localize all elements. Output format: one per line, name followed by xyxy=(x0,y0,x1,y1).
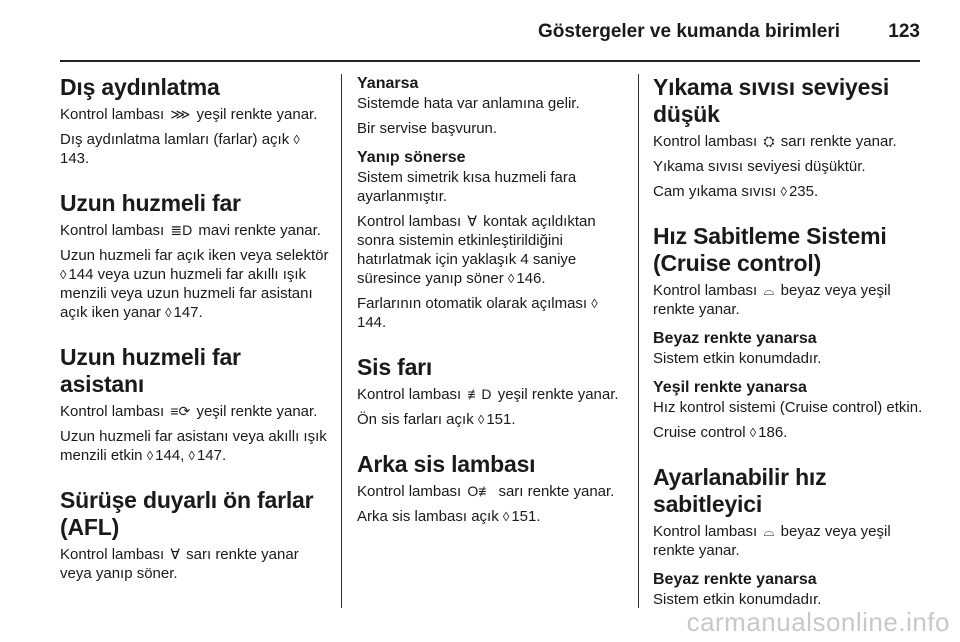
subsection-title: Yeşil renkte yanarsa xyxy=(653,379,807,396)
paragraph: Kontrol lambası ⛭ sarı renkte yanar. xyxy=(653,133,897,150)
paragraph: Cruise control ◊ 186. xyxy=(653,424,788,441)
paragraph: Sistem etkin konumdadır. xyxy=(653,350,822,367)
page-ref-link[interactable]: 143. xyxy=(60,150,90,167)
paragraph: Dış aydınlatma lamları (farlar) açık ◊143. xyxy=(60,131,300,167)
section-title: Sürüşe duyarlı ön farlar (AFL) xyxy=(60,487,314,540)
page-ref-icon: ◊ xyxy=(502,509,510,524)
page-ref-link[interactable]: 144. xyxy=(357,314,387,331)
paragraph: Kontrol lambası O≢ sarı renkte yanar. xyxy=(357,483,615,500)
subsection-title: Yanıp sönerse xyxy=(357,149,466,166)
paragraph: Kontrol lambası ⌓ beyaz veya yeşil renkte yanar. xyxy=(653,282,891,318)
paragraph: Sistemde hata var anlamına gelir. xyxy=(357,95,580,112)
page-title: Göstergeler ve kumanda birimleri xyxy=(537,21,840,42)
paragraph: Kontrol lambası ⋙ yeşil renkte yanar. xyxy=(60,106,318,123)
paragraph: Kontrol lambası ≣D mavi renkte yanar. xyxy=(60,222,321,239)
watermark: carmanualsonline.info xyxy=(686,607,950,637)
paragraph: Kontrol lambası Ɐ sarı renkte yanar veya yanıp söner. xyxy=(60,546,299,582)
section-title: Yıkama sıvısı seviyesi düşük xyxy=(653,74,890,127)
page-ref-link[interactable]: 186. xyxy=(758,424,788,441)
page-ref-link[interactable]: 151. xyxy=(511,508,541,525)
page-ref-icon: ◊ xyxy=(749,425,757,440)
section-title: Uzun huzmeli far xyxy=(60,190,241,216)
front-fog-light-icon: ≢D xyxy=(467,386,492,402)
page-ref-icon: ◊ xyxy=(60,267,67,282)
page-ref-link[interactable]: 235. xyxy=(788,183,819,200)
section-title: Uzun huzmeli far asistanı xyxy=(60,344,241,397)
paragraph: Kontrol lambası ≢D yeşil renkte yanar. xyxy=(357,386,619,403)
column-divider xyxy=(638,74,639,608)
page-ref-icon: ◊ xyxy=(188,448,195,463)
page-number: 123 xyxy=(888,21,920,42)
cruise-control-icon: ⌓ xyxy=(763,282,775,298)
cruise-control-icon: ⌓ xyxy=(763,523,775,539)
rear-fog-light-icon: O≢ xyxy=(467,483,493,499)
page-header xyxy=(60,18,920,54)
section-title: Hız Sabitleme Sistemi (Cruise control) xyxy=(653,223,887,276)
paragraph: Yıkama sıvısı seviyesi düşüktür. xyxy=(653,158,866,175)
column-1 xyxy=(60,74,330,589)
subsection-title: Beyaz renkte yanarsa xyxy=(653,571,817,588)
paragraph: Uzun huzmeli far açık iken veya selektör ◊ 144 veya uzun huzmeli far akıllı ışık menzili veya uzun huzmeli far asistanı açık iken yanar ◊ 147. xyxy=(60,247,329,321)
fault-icon: Ɐ xyxy=(467,213,477,229)
high-beam-assist-icon: ≡⟳ xyxy=(170,403,191,419)
column-2 xyxy=(357,74,627,532)
paragraph: Farlarının otomatik olarak açılması ◊144. xyxy=(357,295,598,331)
paragraph: Uzun huzmeli far asistanı veya akıllı ışık menzili etkin ◊ 144, ◊ 147. xyxy=(60,428,327,464)
paragraph: Kontrol lambası ⌓ beyaz veya yeşil renkte yanar. xyxy=(653,523,891,559)
page-ref-icon: ◊ xyxy=(477,412,485,427)
afl-icon: Ɐ xyxy=(170,546,180,562)
paragraph: Arka sis lambası açık ◊ 151. xyxy=(357,508,541,525)
section-title: Dış aydınlatma xyxy=(60,74,220,100)
column-divider xyxy=(341,74,342,608)
section-title: Ayarlanabilir hız sabitleyici xyxy=(653,464,827,517)
paragraph: Kontrol lambası ≡⟳ yeşil renkte yanar. xyxy=(60,403,318,420)
page-ref-icon: ◊ xyxy=(146,448,154,463)
page-ref-icon: ◊ xyxy=(591,296,598,311)
high-beam-icon: ≣D xyxy=(170,222,193,238)
page-ref-link[interactable]: 147. xyxy=(173,304,203,321)
page-ref-link[interactable]: 151. xyxy=(486,411,516,428)
paragraph: Cam yıkama sıvısı ◊ 235. xyxy=(653,183,819,200)
paragraph: Sistem simetrik kısa huzmeli fara ayarlanmıştır. xyxy=(357,169,577,205)
page-ref-icon: ◊ xyxy=(780,184,787,199)
page-ref-link[interactable]: 147. xyxy=(196,447,227,464)
subsection-title: Beyaz renkte yanarsa xyxy=(653,330,817,347)
paragraph: Ön sis farları açık ◊ 151. xyxy=(357,411,516,428)
washer-fluid-icon: ⛭ xyxy=(763,133,775,149)
page-ref-icon: ◊ xyxy=(507,271,515,286)
header-divider xyxy=(60,60,920,62)
page-ref-icon: ◊ xyxy=(165,305,172,320)
exterior-light-icon: ⋙ xyxy=(170,106,191,122)
paragraph: Sistem etkin konumdadır. xyxy=(653,591,822,608)
paragraph: Kontrol lambası Ɐ kontak açıldıktan sonra sistemin etkinleştirildiğini hatırlatmak için yaklaşık 4 saniye süresince yanıp söner ◊ 146. xyxy=(357,213,596,287)
paragraph: Bir servise başvurun. xyxy=(357,120,498,137)
page-ref-icon: ◊ xyxy=(293,132,300,147)
section-title: Sis farı xyxy=(357,354,433,380)
column-3 xyxy=(653,74,923,615)
subsection-title: Yanarsa xyxy=(357,75,419,92)
paragraph: Hız kontrol sistemi (Cruise control) etkin. xyxy=(653,399,923,416)
section-title: Arka sis lambası xyxy=(357,451,536,477)
page-ref-link[interactable]: 146. xyxy=(516,270,546,287)
